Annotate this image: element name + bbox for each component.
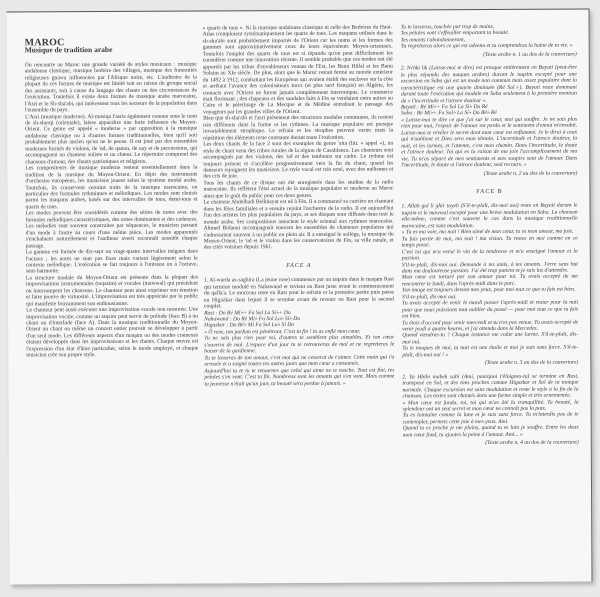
track-description: 2. Nchki lik (Laisse-moi te dire) est presque entièrement en Bayati (peut-être le plus répandu des maqam arabes) durant le taqsim excepté pour une excursion en Saba qui est un mode non commun mais assez populaire dont la caractéristique est une quarte diminuée (Ré Sol♭). Bayati reste dominant durant toute l'exécution qui module en Saba seulement à la première mention de « l'incertitude et l'atroce douleur ». (400, 64, 577, 104)
paragraph: Bien que sh-sha'abi et l'asri présentent des structures modales communes, ils restent très différents dans la forme et les rythmes. La musique populaire est presque invariablement strophique. Le refrain et les strophes peuvent varier mais la répétition des éléments reste constante durant toute l'exécution. (203, 114, 394, 142)
lyrics: Quand tu es proche je me plains, quand tu es loin je souffre. Entre les deux mon cœur fond, tu ajoutes la peine à l'amour. Ami... » (402, 424, 579, 439)
paragraph: Les compositeurs de musique moderne restent essentiellement dans la tradition de la musique du Moyen-Orient. En dépit des instruments d'orchestre européens, les musiciens jouent selon le système modal arabe. Toutefois, ils conservent certains traits de la musique marocaine, en particulier des formules rythmiques et mélodiques. Les modes sont choisis parmi les maqams arabes, basés sur des intervalles de tons, demi-tons et quarts de tons. (25, 164, 198, 211)
paragraph: On rencontre au Maroc une grande variété de styles musicaux : musique andalouse classique, musique berbère des villages, musique des fraternités religieuses gnawa influencées par l'Afrique noire, etc. L'auditoire de la plupart de ces formes de musique est limité soit en raison du groupe social des assistants, soit à cause du langage des chants ou des circonstances de l'exécution. Toutefois il existe deux formes de musique arabe marocaine, l'Asri et le Sh-sha'abi, qui intéressent tous les secteurs de la population dans l'ensemble du pays. (24, 61, 198, 114)
lyrics-line: Tes pétales vont s'effeuiller emportant ta beauté. (400, 30, 509, 37)
lyrics: « Tu es ma voie, ma nuit ! Bien aimé de mon cœur, tu es mon amour, ma joie. (401, 228, 574, 236)
column-1 (24, 37, 199, 360)
paragraph: Les deux chants de la face 2 sont des exemples du genre 'aita (litt. « appel »), un style de chant venu des tribus rurales de la région de Casablanca. Les chanteurs sont accompagnés par des violons, des 'ud et des tambours sur cadre. Le rythme est toujours présent et s'accélère progressivement vers la fin du chant, quand les danseurs rejoignent les musiciens. Le style vocal est très orné, avec des mélismes et des cris de joie. (203, 140, 394, 180)
source-note: (Texte arabe n. 3 au dos de la couverture) (484, 359, 579, 367)
scale-line: Higazkar : Do Ré♭ Mi Fa Sol La♭ Si Do (204, 322, 295, 329)
lyrics-line: Tes amants t'abandonneront, (400, 37, 466, 44)
source-note: (Texte arabe n. 4 au dos de la couverture) (485, 439, 579, 447)
lyrics: Tu ne sais plus rien pour toi, d'autres te semblent plus aimables. Et ton cœur s'ouvrira de mal. L'espace d'un jour tu te retrouveras de mal et ne regretteras le baiser de la gardienne. (204, 334, 395, 355)
track-description: 2. Ya Hbibi mahek sabi (Ami, pourquoi t'éloignes-tu) se termine en Rast, transposé en Sol, et des tons proches comme Higazkar et Sol de ta tonique normale. Chaque excursion est sans modulation et reste le style à la fin de la chanson. Les textes sont chantés dans une forme simple et très ornementée. (402, 373, 579, 400)
face-b-heading: FACE B (476, 188, 503, 196)
paragraph: « quarts de tons ». Ni la musique andalouse classique ni celle des Berbères du Haut-Atlas n'emploient systématiquement les quarts de tons. Les maqams utilisés dans le sh-sha'abi sont probablement importés de l'Orient car les noms et les formes des gammes sont approximativement ceux de leurs équivalents Moyen-orientaux. Toutefois l'emploi des quarts de tons est si répandu qu'on peut difficilement les considérer comme une innovation récente. Il semble probable que ces modes ont été apportés par les tribus d'envahisseurs venant de l'Est, les Banu Hillal et les Banu Solaim au XIe siècle. De plus, alors que le Maroc restait fermé au monde extérieur du 1492 à 1912, combattant les Européens qui avaient établi des enclaves sur la côte et arrêtant l'avance des colonisateurs turcs (et plus tard français) en Algérie, les contacts avec l'Orient ne furent jamais complètement interrompus. Le commerce était florissant ; des chapeaux et des sandales faits à Fès se vendaient entre autres au Caire et le pèlerinage de La Mecque et de Médine entraînait le passage des voyageurs par les grandes villes de l'Orient. (202, 24, 394, 116)
page-subtitle: Musique de tradition arabe (24, 45, 113, 55)
lyrics: « Mon cœur est fondu, toi, toi qui m'as ôté la tranquillité. Ta beauté, la splendeur ont un seul secret et mon cœur ne connaît pas la paix. (402, 399, 579, 413)
column-3 (401, 24, 579, 455)
lyrics: Tu te moques de moi, ta nuit est une étoile et moi je suis sans force. S'il-te-plaît, dis-moi oui ! » (402, 344, 579, 359)
track-description: 1. Allah gol li ghir toyeb (S'il-te-plaît, dis-moi oui) reste en Bayati durant le taqsim et le mawwal excepté pour une brève modulation en Saba. La chanson elle-même, comme c'est souvent le cas dans la musique traditionnelle marocaine, est sans modulation. (401, 202, 578, 230)
lyrics: « Ô rose, ton parfum est pénétrant. C'est ta fin ! tu as enflé mon cœur. (204, 328, 361, 336)
paragraph: Tous les chants de ce disque ont été enregistrés dans les studios de la radio marocaine. Ils reflètent l'état actuel de la musique populaire et moderne au Maroc ainsi que le goût du public pour ces deux genres. (203, 179, 394, 200)
paragraph: La gamme est formée de dix-sept ou vingt-quatre intervalles inégaux dans l'octave ; les notes ne sont pas fixes mais varient légèrement selon le contexte mélodique. L'exécution se fait toujours à l'unisson ou à l'octave, sans harmonie. (25, 248, 198, 275)
lyrics: S'il-te-plaît, dis-moi oui. Demande à tes amis, à tes amants. J'erre sans but dans ma douloureuse passion. J'ai été trop patient et je suis las d'attendre. (401, 261, 578, 275)
source-note: (Texte arabe n. 1 au dos de la couverture) (483, 51, 577, 58)
scale-line: Nahawand : Do Ré Mi♭ Fa Sol La♭ Si♭ Do (204, 316, 301, 323)
lyrics: Quand viendras-tu ? Chaque instance me coûte une larme. S'il-te-plaît, dis-moi oui. (402, 332, 579, 346)
lyrics: Aujourd'hui tu te tu te retournes que celui qui aime ne te touche. Tout est fini, tes pétales s'en vont. C'est ta fin. Nombreux sont les amants qui s'en vont. Mais comme ta jeunesse n'était qu'un jour, ta beauté sera perdue à jamais. » (204, 367, 395, 388)
lyrics-line: Tu regretteras alors ce qui est advenu et tu comprendras la haine de ta vie. » (400, 42, 573, 50)
paragraph: Le chanteur Abdelhadi Belkhayat est né à Fès. Il a commencé sa carrière en chantant dans les fêtes familiales et a ensuite rejoint l'orchestre de la radio. Il est aujourd'hui l'un des artistes les plus populaires du pays, et ses disques sont diffusés dans tout le monde arabe. Ses compositions associent le style oriental aux rythmes marocains. Ahmed Bidaoui accompagnait souvent les ensembles de chanteurs populaires qui s'adressaient souvent à un public en plein air. Il a enseigné le solfège, la musique du Moyen-Orient, le 'ud et le violon dans les conservatoires de Fès, sa ville natale, et des cités voisines depuis 1961. (203, 198, 394, 251)
scale-line: Saba : Ré Mi♭+ Fa Sol♭ La Si♭ Do Ré♭ Ré (401, 110, 497, 117)
lyrics: Tu fais partie de moi, ma nuit ! ma vision. Tu restes en moi comme en ce temps passé. (401, 235, 578, 249)
track-description: 1. Al-warda as-saghira (La jeune rose) commence par un taqsim dans le maqam Rast qui termine modulé en Nahawand et revient en Rast juste avant le commencement du qafla'a. Le morceau reste en Rast pour le refrain et la première partie puis passe en Higazkar dans lequel il se termine avant de revenir en Rast pour le second couplet. (203, 276, 395, 310)
lyrics: Tu es lointaine comme la lune et je suis sans force. Tu m'interdis pas de te contempler, permets cette joie à mes yeux. Ami. (402, 412, 579, 426)
face-a-heading: FACE A (286, 262, 312, 269)
column-2 (203, 25, 395, 388)
scale-line: Rast : Do Ré Mi♭+ Fa Sol La Si♭+ Do (204, 309, 291, 317)
lyrics: Tu étais d'accord pour venir mercredi et tu n'es pas venue. Tu avais accepté de venir jeudi à quatre heures, et j'ai attendu dans la Mercedes. (402, 319, 579, 333)
lyrics: Tu te lasseras de ton amour, c'est moi qui ne cesserai de t'aimer. Cette main qui t'a arrosée et a soigné toutes tes autres jours que mon cœur a consumés. (204, 354, 395, 368)
lyrics-line: Tu te lasseras, touchée par trop de mains, (400, 23, 495, 31)
lyrics: Ton image est toujours devant mes yeux, pour moi tout ce que tu fais est bien. (401, 286, 576, 294)
source-note: (Texte arabe n. 2 au dos de la couverture) (483, 170, 578, 177)
paragraph: L'Asri (musique moderne). Al-musiqa l'asria également connue sous le nom de sh-sherqi (orientale), laisse apparaître une forte influence du Moyen-Orient. Ce genre est appelé « moderne » par opposition à la musique andalouse classique ou à d'autres formes traditionnelles, bien qu'il soit probablement plus ancien qu'on ne le pense. Il est joué par des ensembles modernes formés de violons, de 'ud, de qanun, de nay et de percussions, qui accompagnent un chanteur soliste et un chœur. Le répertoire comprend des chansons d'amour, des chants patriotiques et religieux. (25, 113, 198, 166)
lyrics: S'il-te-plaît, dis-moi oui. (401, 293, 457, 301)
lyrics: C'est toi qui m'a versé le vin de la tendresse et m'a enseigné l'amour et la passion. (401, 248, 578, 262)
page-title: MAROC (24, 37, 65, 49)
lyrics: Tu avais accepté de venir le mardi passer l'après-midi et rester pour la nuit pour que nous puissions tout oublier du passé — pour moi tout ce que tu fais est bien. (402, 299, 579, 320)
liner-notes-page (7, 8, 593, 584)
paragraph: Le chanteur peut aussi exécuter une improvisation vocale non mesurée. Une improvisation vocale, comme un taqsim peut servir de prélude (face B) à un chant ou d'interlude (face A). Dans la musique traditionnelle du Moyen-Orient un chant ou même un concert entier pouvait se développer à partir d'un seul mode. Les différents aspects d'un maqam ou des modes connexes étaient développés dans les improvisations et les chants. Chaque œuvre est l'expression d'un état d'âme particulier, selon le mode employé, et chaque musicien crée son propre style. (26, 306, 199, 359)
paragraph: Les modes peuvent être considérés comme des séries de notes avec des formules mélodiques caractéristiques, des notes dominantes et des cadences. Les mélodies sont souvent construites par séquences, le musicien passant d'un mode à l'autre au cours d'une même pièce. Les modes apparentés s'enchaînent naturellement et l'auditeur averti reconnaît aussitôt chaque passage. (25, 209, 198, 250)
paragraph: La structure modale du Moyen-Orient est présente dans la plupart des improvisations instrumentales (taqasim) et vocales (mawwal) qui précèdent ou interrompent les chansons. Le chanteur peut ainsi exprimer son émotion et faire preuve de virtuosité. L'improvisation est très appréciée par le public qui manifeste bruyamment son enthousiasme. (25, 274, 199, 308)
scale-line: Bayati : Ré Mi♭+ Fa Sol La Si♭ Do Ré (400, 103, 488, 111)
lyrics: Mon cœur est torturé par son amour pour toi. Tu avais accepté de me rencontrer le lundi, dans l'après-midi dans le parc. (401, 273, 578, 288)
lyrics: « Laisse-moi te dire ce que j'ai sur le cœur, moi qui souffre. Je ne sais plus rien pour moi, l'espoir de l'amour est perdu et le sentiment d'ennui m'envahit. Laisse-moi te révéler le secret dont mon cœur est enflammé. Je le dirai à ceux qui n'oublient et Dieu sera mon témoin. L'incertitude et l'atroce douleur, la nuit, et les larmes, et l'attente, c'est mon chemin. Dans l'incertitude, le doute et l'atroce douleur. Toi qui es la raison de ma joie l'accomplissement de ma vie. Tu m'as séparé de mes sentiments et mes soupirs sont de l'amour. Dans l'incertitude, le doute et l'atroce douleur, seul recours. » (401, 116, 578, 169)
